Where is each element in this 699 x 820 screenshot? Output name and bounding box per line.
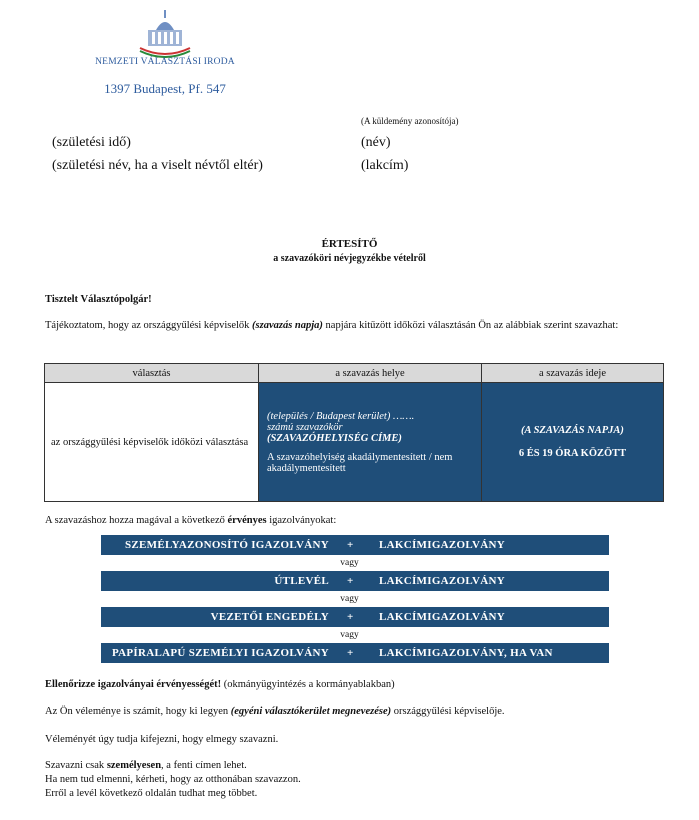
time-cell: (A SZAVAZÁS NAPJA) 6 ÉS 19 ÓRA KÖZÖTT [482,383,664,502]
or-separator: vagy [340,630,359,640]
table-header-place: a szavazás helye [259,364,482,383]
document-option-paper-id: PAPÍRALAPÚ SZEMÉLYI IGAZOLVÁNY + LAKCÍMIGAZOLVÁNY, HA VAN [101,643,609,663]
voting-info-table [44,363,664,502]
recipient-name: (név) [361,135,391,150]
greeting: Tisztelt Választópolgár! [45,294,152,305]
or-separator: vagy [340,594,359,604]
place-cell: (település / Budapest kerület) ……. számú szavazókör (SZAVAZÓHELYISÉG CÍME) A szavazóhelyiség akadálymentesített / nem akadálymentesített [259,383,482,502]
org-address: 1397 Budapest, Pf. 547 [104,81,226,96]
election-cell: az országgyűlési képviselők időközi választása [45,383,259,502]
notice-title: ÉRTESÍTŐ [321,238,378,250]
personal-voting-text: Szavazni csak személyesen, a fenti címen lehet. [45,760,247,771]
shipment-id: (A küldemény azonosítója) [361,116,459,126]
document-option-id-card: SZEMÉLYAZONOSÍTÓ IGAZOLVÁNY + LAKCÍMIGAZOLVÁNY [101,535,609,555]
table-header-time: a szavazás ideje [482,364,664,383]
document-option-passport: ÚTLEVÉL + LAKCÍMIGAZOLVÁNY [101,571,609,591]
intro-paragraph: Tájékoztatom, hogy az országgyűlési képviselők (szavazás napja) napjára kitűzött időközi választásán Ön az alábbiak szerint szavazhat: [45,320,619,331]
express-text: Véleményét úgy tudja kifejezni, hogy elmegy szavazni. [45,734,279,745]
opinion-text: Az Ön véleménye is számít, hogy ki legyen (egyéni választókerület megnevezése) országgyűlési képviselője. [45,706,505,717]
check-validity-text: Ellenőrizze igazolványai érvényességét! (okmányügyintézés a kormányablakban) [45,679,395,690]
notice-subtitle: a szavazóköri névjegyzékbe vételről [273,253,426,264]
recipient-address: (lakcím) [361,158,409,173]
home-voting-text: Ha nem tud elmenni, kérheti, hogy az otthonában szavazzon. [45,774,301,785]
more-info-text: Erről a levél következő oldalán tudhat meg többet. [45,788,258,799]
parliament-emblem-icon [136,8,194,58]
document-option-driving-licence: VEZETŐI ENGEDÉLY + LAKCÍMIGAZOLVÁNY [101,607,609,627]
birth-name: (születési név, ha a viselt névtől eltér) [52,158,263,173]
org-name: NEMZETI VÁLASZTÁSI IRODA [95,57,235,67]
or-separator: vagy [340,558,359,568]
birth-date: (születési idő) [52,135,131,150]
nvi-logo [95,8,235,58]
table-header-election: választás [45,364,259,383]
documents-intro: A szavazáshoz hozza magával a következő érvényes igazolványokat: [45,515,337,526]
